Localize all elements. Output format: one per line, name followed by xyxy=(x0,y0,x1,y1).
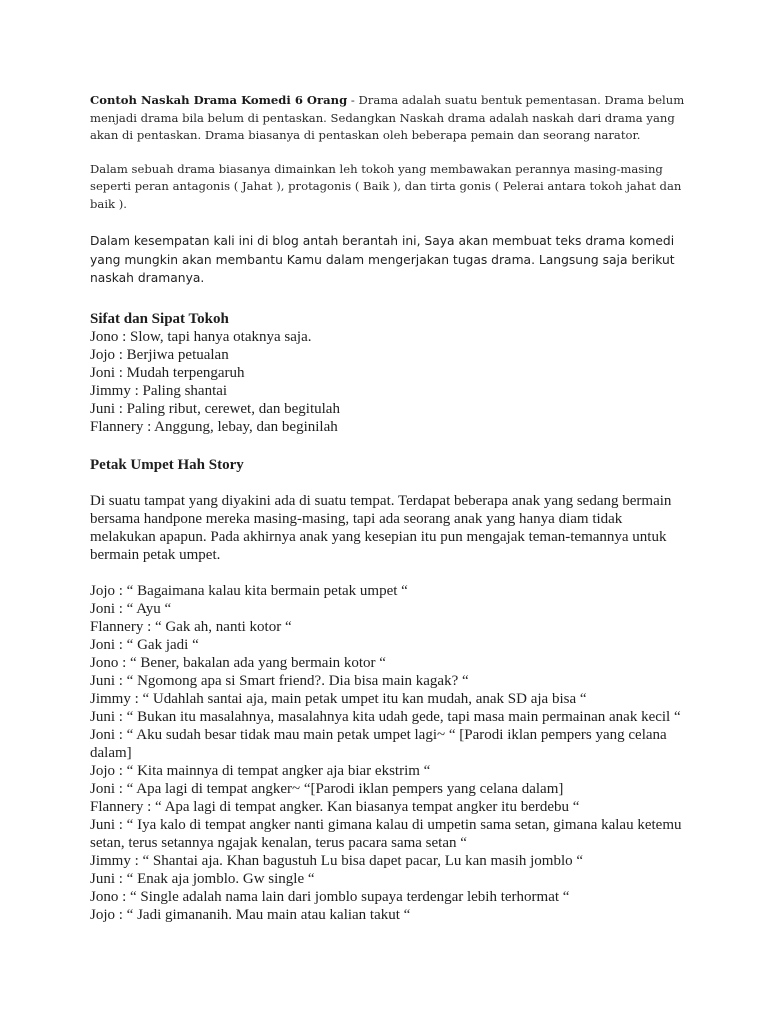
dialogue-line: Jojo : “ Kita mainnya di tempat angker aja biar ekstrim “ xyxy=(90,762,431,779)
dialogue-line: Joni : “ Ayu “ xyxy=(90,600,172,617)
intro-paragraph-2: Dalam sebuah drama biasanya dimainkan leh tokoh yang membawakan perannya masing-masing seperti peran antagonis ( Jahat ), protagonis ( Baik ), dan tirta gonis ( Pelerai antara tokoh jahat dan baik ). xyxy=(90,161,682,211)
story-narration: Di suatu tampat yang diyakini ada di suatu tempat. Terdapat beberapa anak yang sedang bermain bersama handpone mereka masing-masing, tapi ada seorang anak yang hanya diam tidak melakukan apapun. Pada akhirnya anak yang kesepian itu pun mengajak teman-temannya untuk bermain petak umpet. xyxy=(90,492,672,563)
dialogue-line: Jojo : “ Jadi gimananih. Mau main atau kalian takut “ xyxy=(90,906,411,923)
character-item: Joni : Mudah terpengaruh xyxy=(90,364,245,381)
dialogue-list xyxy=(90,582,690,924)
character-item: Jono : Slow, tapi hanya otaknya saja. xyxy=(90,328,312,345)
dialogue-line: Juni : “ Ngomong apa si Smart friend?. Dia bisa main kagak? “ xyxy=(90,672,469,689)
dialogue-line: Joni : “ Apa lagi di tempat angker~ “[Parodi iklan pempers yang celana dalam] xyxy=(90,780,564,797)
story-heading: Petak Umpet Hah Story xyxy=(90,456,244,473)
dialogue-line: Juni : “ Iya kalo di tempat angker nanti gimana kalau di umpetin sama setan, gimana kalau ketemu setan, terus setannya ngajak kenalan, terus pacara sama setan “ xyxy=(90,816,682,851)
characters-list xyxy=(90,328,690,436)
character-item: Flannery : Anggung, lebay, dan beginilah xyxy=(90,418,338,435)
dialogue-line: Jimmy : “ Shantai aja. Khan bagustuh Lu bisa dapet pacar, Lu kan masih jomblo “ xyxy=(90,852,584,869)
dialogue-line: Jimmy : “ Udahlah santai aja, main petak umpet itu kan mudah, anak SD aja bisa “ xyxy=(90,690,587,707)
lead-paragraph: Dalam kesempatan kali ini di blog antah berantah ini, Saya akan membuat teks drama komedi yang mungkin akan membantu Kamu dalam mengerjakan tugas drama. Langsung saja berikut naskah dramanya. xyxy=(90,234,675,285)
document-page xyxy=(90,92,690,924)
character-item: Jimmy : Paling shantai xyxy=(90,382,228,399)
dialogue-line: Joni : “ Aku sudah besar tidak mau main petak umpet lagi~ “ [Parodi iklan pempers yang celana dalam] xyxy=(90,726,667,761)
intro-text: - Drama adalah suatu bentuk pementasan. Drama belum menjadi drama bila belum di pentaskan. Sedangkan Naskah drama adalah naskah dari drama yang akan di pentaskan. Drama biasanya di pentaskan oleh beberapa pemain dan seorang narator. xyxy=(90,93,685,142)
dialogue-line: Flannery : “ Gak ah, nanti kotor “ xyxy=(90,618,292,635)
dialogue-line: Jojo : “ Bagaimana kalau kita bermain petak umpet “ xyxy=(90,582,408,599)
article-title: Contoh Naskah Drama Komedi 6 Orang xyxy=(90,93,348,107)
dialogue-line: Jono : “ Single adalah nama lain dari jomblo supaya terdengar lebih terhormat “ xyxy=(90,888,570,905)
intro-paragraph xyxy=(90,92,690,145)
character-item: Jojo : Berjiwa petualan xyxy=(90,346,229,363)
character-item: Juni : Paling ribut, cerewet, dan begitulah xyxy=(90,400,340,417)
dialogue-line: Juni : “ Bukan itu masalahnya, masalahnya kita udah gede, tapi masa main permainan anak kecil “ xyxy=(90,708,681,725)
dialogue-line: Flannery : “ Apa lagi di tempat angker. Kan biasanya tempat angker itu berdebu “ xyxy=(90,798,580,815)
dialogue-line: Jono : “ Bener, bakalan ada yang bermain kotor “ xyxy=(90,654,386,671)
dialogue-line: Juni : “ Enak aja jomblo. Gw single “ xyxy=(90,870,315,887)
dialogue-line: Joni : “ Gak jadi “ xyxy=(90,636,199,653)
characters-heading: Sifat dan Sipat Tokoh xyxy=(90,310,229,327)
